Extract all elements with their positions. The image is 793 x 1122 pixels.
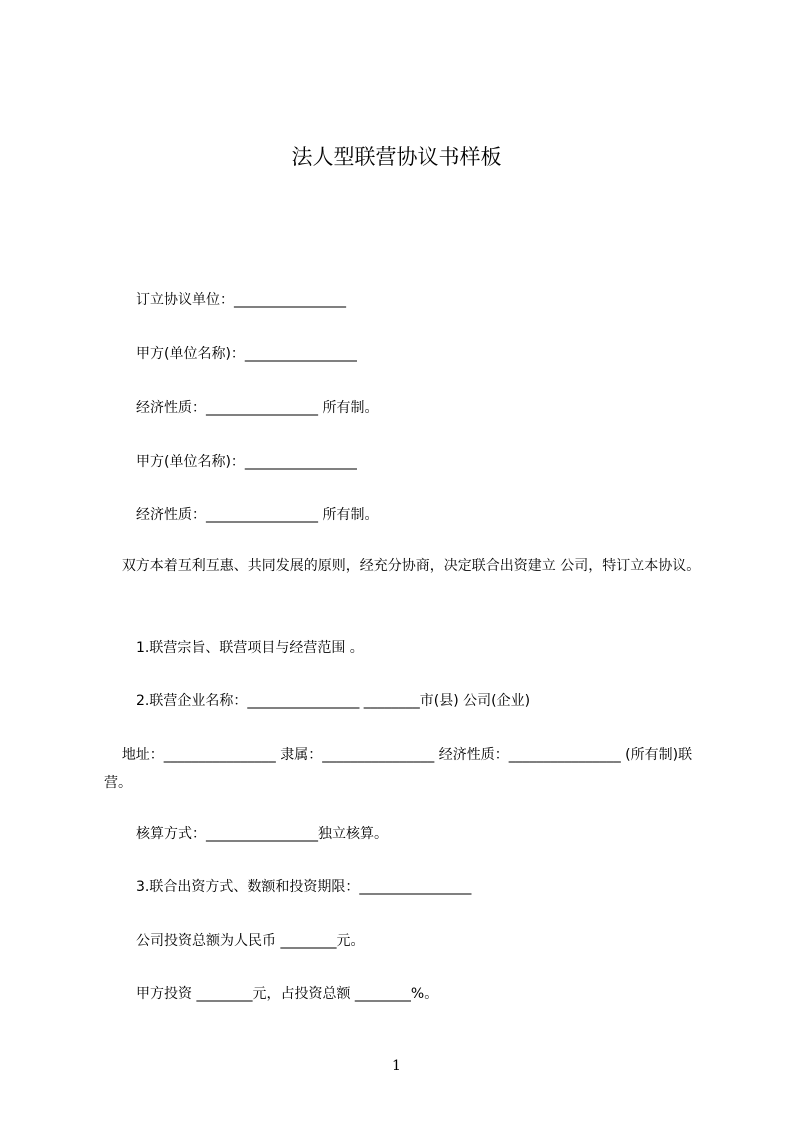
party-a-name-line: 甲方(单位名称)：________________ [136, 346, 357, 362]
clause-3-line: 3.联合出资方式、数额和投资期限：________________ [136, 879, 472, 895]
clause-2-line: 2.联营企业名称：________________ ________市(县) 公司(企业) [136, 693, 531, 709]
address-paragraph: 地址：________________ 隶属：________________ 经济性质：________________ (所有制)联营。 [104, 747, 693, 791]
document-title: 法人型联营协议书样板 [291, 145, 502, 169]
accounting-method-line: 核算方式：________________独立核算。 [136, 826, 388, 842]
page-number: 1 [392, 1058, 401, 1074]
party-a-investment-line: 甲方投资 ________元，占投资总额 ________%。 [136, 986, 439, 1002]
clause-1-line: 1.联营宗旨、联营项目与经营范围 。 [136, 640, 364, 656]
total-investment-line: 公司投资总额为人民币 ________元。 [136, 933, 365, 949]
contracting-party-line: 订立协议单位：________________ [136, 292, 346, 308]
economic-nature-line-2: 经济性质：________________ 所有制。 [136, 507, 379, 523]
economic-nature-line: 经济性质：________________ 所有制。 [136, 400, 379, 416]
party-a-name-line-2: 甲方(单位名称)：________________ [136, 454, 357, 470]
intro-paragraph: 双方本着互利互惠、共同发展的原则，经充分协商，决定联合出资建立 公司，特订立本协议。 [104, 558, 701, 574]
